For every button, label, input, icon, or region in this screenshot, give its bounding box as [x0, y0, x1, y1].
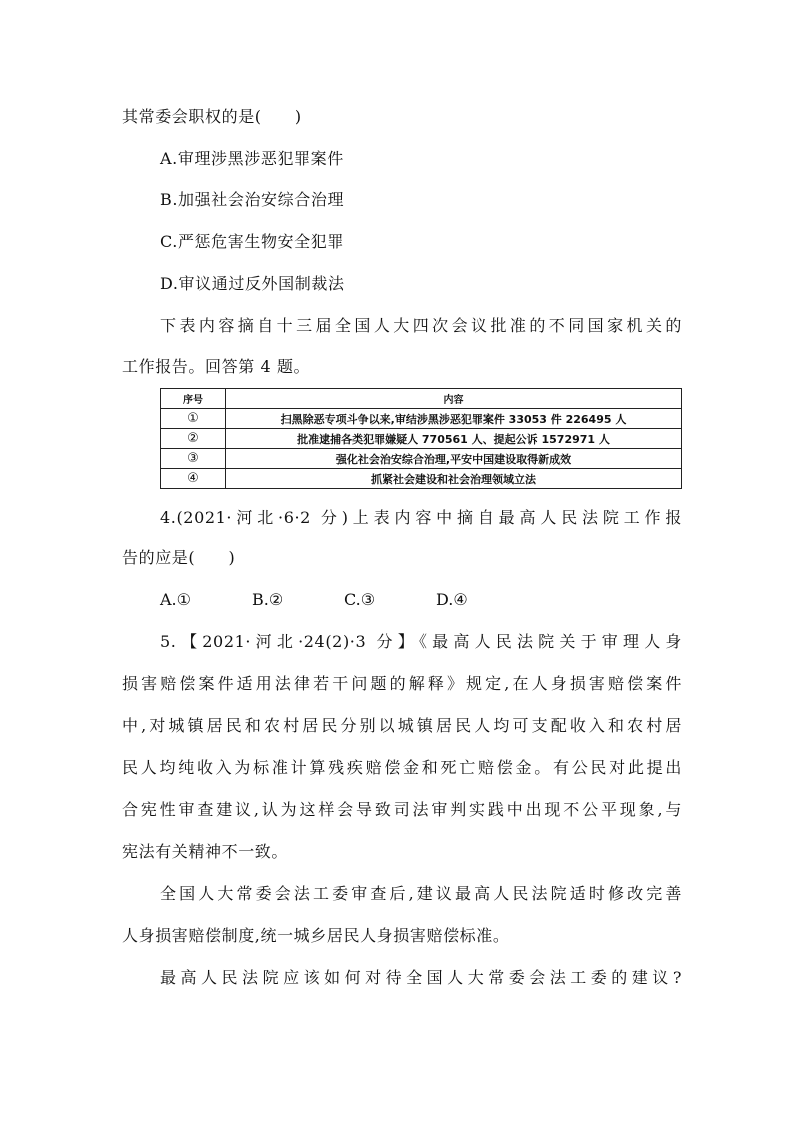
q3-option-c: C.严惩危害生物安全犯罪 [160, 232, 344, 251]
table-header-no: 序号 [161, 389, 226, 409]
report-table [160, 388, 682, 489]
table-cell-no: ② [161, 429, 226, 449]
q5-line-3: 中,对城镇居民和农村居民分别以城镇居民人均可支配收入和农村居 [122, 716, 682, 735]
q5-para2-line-2: 人身损害赔偿制度,统一城乡居民人身损害赔偿标准。 [122, 926, 510, 945]
q5-line-1: 5.【2021·河北·24(2)·3 分】《最高人民法院关于审理人身 [160, 632, 682, 651]
q4-option-d: D.④ [436, 590, 468, 609]
q5-line-5: 合宪性审查建议,认为这样会导致司法审判实践中出现不公平现象,与 [122, 800, 682, 819]
table-cell-content: 批准逮捕各类犯罪嫌疑人 770561 人、提起公诉 1572971 人 [226, 429, 682, 449]
table-header-content: 内容 [226, 389, 682, 409]
q4-stem-line-1: 4.(2021·河北·6·2 分)上表内容中摘自最高人民法院工作报 [160, 508, 682, 527]
q4-option-c: C.③ [344, 590, 376, 609]
table-intro-line-2: 工作报告。回答第 4 题。 [122, 357, 311, 376]
table-cell-no: ④ [161, 469, 226, 489]
table-cell-no: ① [161, 409, 226, 429]
q3-option-b: B.加强社会治安综合治理 [160, 190, 345, 209]
table-cell-content: 扫黑除恶专项斗争以来,审结涉黑涉恶犯罪案件 33053 件 226495 人 [226, 409, 682, 429]
table-row [161, 429, 682, 449]
q5-question: 最高人民法院应该如何对待全国人大常委会法工委的建议? [160, 968, 682, 987]
q4-option-b: B.② [252, 590, 284, 609]
table-row [161, 449, 682, 469]
q5-line-4: 民人均纯收入为标准计算残疾赔偿金和死亡赔偿金。有公民对此提出 [122, 758, 682, 777]
q5-line-2: 损害赔偿案件适用法律若干问题的解释》规定,在人身损害赔偿案件 [122, 674, 682, 693]
table-cell-no: ③ [161, 449, 226, 469]
q3-option-d: D.审议通过反外国制裁法 [160, 274, 345, 293]
q5-line-6: 宪法有关精神不一致。 [122, 842, 289, 861]
table-header-row [161, 389, 682, 409]
table-row [161, 469, 682, 489]
table-row [161, 409, 682, 429]
table-cell-content: 强化社会治安综合治理,平安中国建设取得新成效 [226, 449, 682, 469]
table-intro-line-1: 下表内容摘自十三届全国人大四次会议批准的不同国家机关的 [160, 316, 682, 335]
q3-option-a: A.审理涉黑涉恶犯罪案件 [160, 149, 344, 168]
q4-stem-line-2: 告的应是( ) [122, 548, 236, 567]
q4-option-a: A.① [160, 590, 191, 609]
table-cell-content: 抓紧社会建设和社会治理领域立法 [226, 469, 682, 489]
q5-para2-line-1: 全国人大常委会法工委审查后,建议最高人民法院适时修改完善 [160, 884, 682, 903]
q3-stem-tail: 其常委会职权的是( ) [122, 107, 302, 126]
